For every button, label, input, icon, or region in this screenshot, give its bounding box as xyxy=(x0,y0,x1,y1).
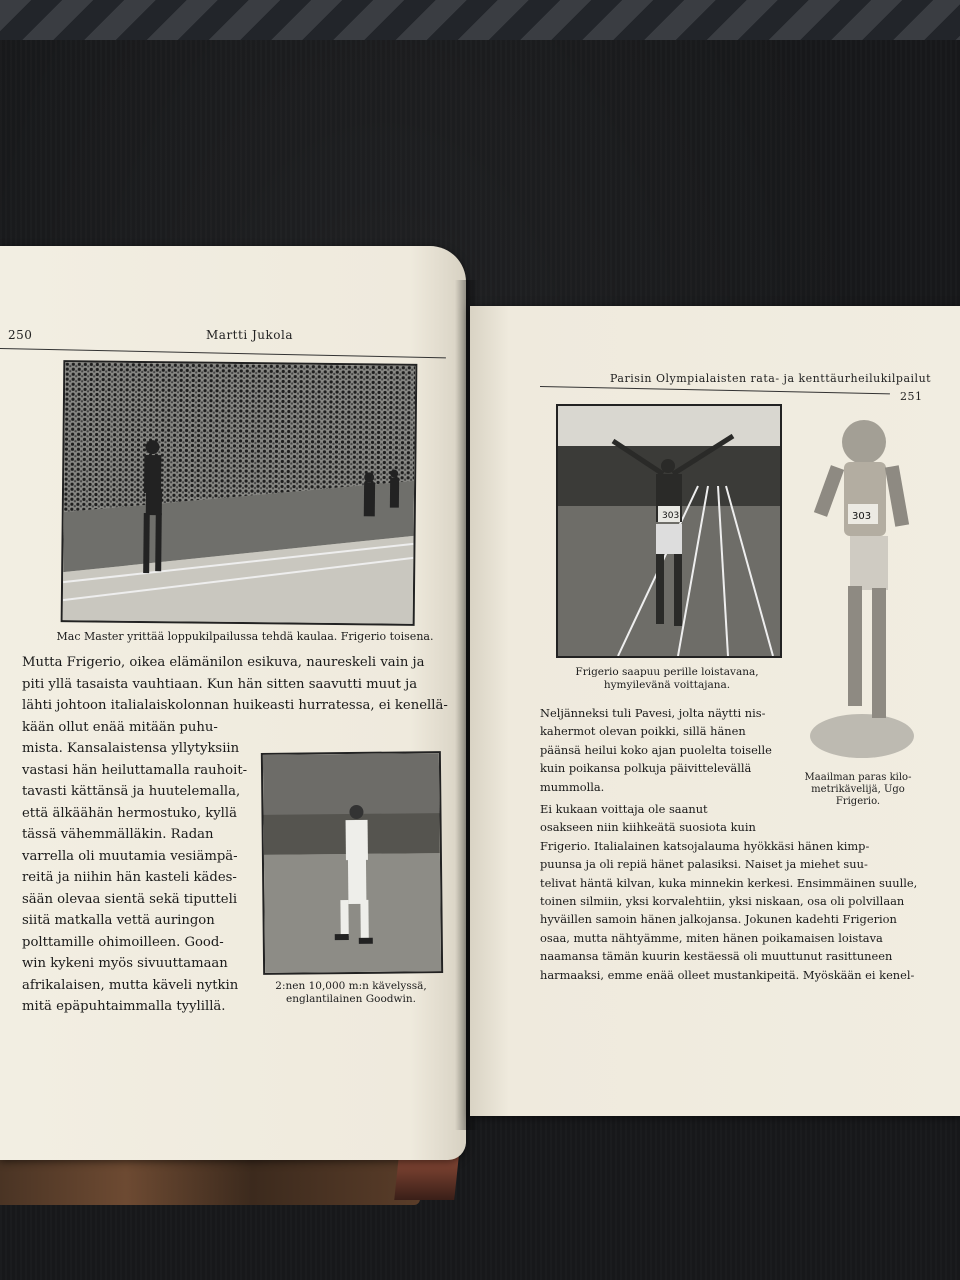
text-line: Frigerio. Italialainen katsojalauma hyökkäsi hänen kimp- xyxy=(540,838,870,853)
text-line: puunsa ja oli repiä hänet palasiksi. Naiset ja miehet suu- xyxy=(540,857,868,872)
right-page xyxy=(470,306,960,1116)
text-line: Neljänneksi tuli Pavesi, jolta näytti nis- xyxy=(540,706,766,720)
running-head-left: Martti Jukola xyxy=(206,328,294,342)
text-line: vastasi hän heiluttamalla rauhoit- xyxy=(22,762,248,778)
text-line: hyväillen samoin hänen jalkojansa. Jokunen kadehti Frigerion xyxy=(540,912,897,927)
text-line: naamansa tämän kuurin kestäessä oli muuttunut rasittuneen xyxy=(540,949,893,964)
top-photo-caption: Mac Master yrittää loppukilpailussa tehdä kaulaa. Frigerio toisena. xyxy=(56,630,434,643)
text-line: kuin poikansa polkuja päivittelevällä xyxy=(540,761,752,776)
text-line: afrikalaisen, mutta käveli nytkin xyxy=(22,977,239,993)
caption-line: 2:nen 10,000 m:n kävelyssä, xyxy=(275,980,427,992)
text-line: osakseen niin kiihkeätä suosiota kuin xyxy=(540,820,756,835)
text-line: osaa, mutta nähtyämme, miten hänen poikamaisen loistava xyxy=(540,930,883,945)
page-number-left: 250 xyxy=(8,328,33,342)
right-narrow-text xyxy=(540,704,790,796)
right-body-text xyxy=(540,800,940,984)
finish-line-caption xyxy=(554,666,780,692)
text-line: sään olevaa sientä sekä tiputteli xyxy=(22,891,238,907)
text-line: reitä ja niihin hän kasteli kädes- xyxy=(22,870,237,885)
text-line: kahermot olevan poikki, sillä hänen xyxy=(540,724,746,739)
running-head-right: Parisin Olympialaisten rata- ja kenttäurheilukilpailut xyxy=(610,372,932,385)
text-line: varrella oli muutamia vesiämpä- xyxy=(22,848,238,864)
goodwin-photo xyxy=(261,751,443,975)
text-line: toinen silmiin, yksi korvalehtiin, yksi niskaan, osa oli polvillaan xyxy=(540,894,905,909)
text-line: siitä matkalla vettä auringon xyxy=(22,913,215,928)
left-wrap-text xyxy=(22,738,254,1018)
text-line: win kykeni myös sivuuttamaan xyxy=(22,956,228,971)
text-line: telivat häntä kilvan, kuka minnekin kerkesi. Ensimmäinen suulle, xyxy=(540,875,918,890)
finish-line-photo xyxy=(556,404,782,658)
goodwin-caption xyxy=(262,980,440,1006)
text-line: kään ollut enää mitään puhu- xyxy=(22,719,218,735)
bib-number: 303 xyxy=(662,511,680,521)
caption-line: Frigerio. xyxy=(835,796,881,807)
caption-line: metrikävelijä, Ugo xyxy=(811,784,905,795)
caption-line: Frigerio saapuu perille loistavana, xyxy=(575,666,759,678)
text-line: harmaaksi, emme enää olleet mustankipeitä. Myöskään ei kenel- xyxy=(540,967,915,982)
header-rule xyxy=(540,386,890,394)
bib-number: 303 xyxy=(852,511,872,522)
header-rule xyxy=(0,348,446,358)
stadium-photo xyxy=(61,360,418,626)
page-number-right: 251 xyxy=(900,390,923,403)
text-line: Mutta Frigerio, oikea elämänilon esikuva, naureskeli vain ja xyxy=(22,655,425,670)
text-line: piti yllä tasaista vauhtiaan. Kun hän sitten saavutti muut ja xyxy=(22,676,418,692)
text-line: mista. Kansalaistensa yllytyksiin xyxy=(22,741,240,756)
text-line: että älkäähän hermostuko, kyllä xyxy=(22,805,237,821)
text-line: Ei kukaan voittaja ole saanut xyxy=(540,802,708,816)
left-body-text xyxy=(22,652,446,738)
text-line: mitä epäpuhtaimmalla tyylillä. xyxy=(22,999,226,1014)
text-line: päänsä heilui koko ajan puolelta toiselle xyxy=(540,742,772,757)
frigerio-portrait xyxy=(792,406,922,766)
left-page xyxy=(0,246,466,1160)
text-line: tässä vähemmälläkin. Radan xyxy=(22,827,214,842)
caption-line: Maailman paras kilo- xyxy=(804,772,912,783)
text-line: tavasti kättänsä ja huutelemalla, xyxy=(22,784,241,799)
caption-line: englantilainen Goodwin. xyxy=(286,993,416,1005)
caption-line: hymyilevänä voittajana. xyxy=(603,679,731,691)
text-line: lähti johtoon italialaiskolonnan huikeasti hurratessa, ei kenellä- xyxy=(22,698,448,713)
text-line: mummolla. xyxy=(540,779,605,794)
text-line: polttamille ohimoilleen. Good- xyxy=(22,934,224,950)
